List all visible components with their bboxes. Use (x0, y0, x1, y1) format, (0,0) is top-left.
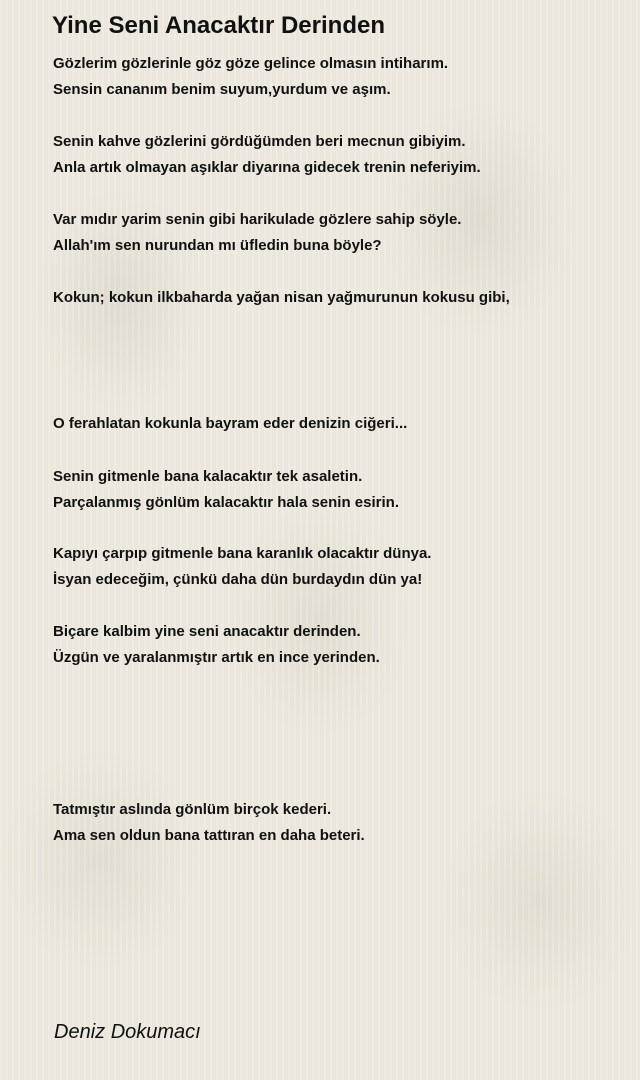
poem-line: Gözlerim gözlerinle göz göze gelince olmasın intiharım. (53, 55, 449, 72)
poem-line: Kokun; kokun ilkbaharda yağan nisan yağmurunun kokusu gibi, (53, 289, 510, 306)
poem-line: Anla artık olmayan aşıklar diyarına gidecek trenin neferiyim. (53, 159, 481, 176)
stanza-2 (53, 129, 481, 181)
poem-line: Senin gitmenle bana kalacaktır tek asaletin. (53, 468, 363, 485)
poem-line: Üzgün ve yaralanmıştır artık en ince yerinden. (53, 649, 380, 666)
poem-line: O ferahlatan kokunla bayram eder denizin ciğeri... (53, 415, 408, 432)
stanza-4 (53, 285, 510, 311)
stanza-3 (53, 207, 461, 259)
poem-line: Var mıdır yarim senin gibi harikulade gözlere sahip söyle. (53, 211, 462, 228)
poem-line: İsyan edeceğim, çünkü daha dün burdaydın dün ya! (53, 571, 423, 588)
stanza-7 (53, 541, 431, 593)
poem-line: Parçalanmış gönlüm kalacaktır hala senin esirin. (53, 494, 399, 511)
poem-line: Ama sen oldun bana tattıran en daha beteri. (53, 827, 365, 844)
stanza-9 (53, 797, 365, 849)
poem-line: Sensin cananım benim suyum,yurdum ve aşım. (53, 81, 391, 98)
stanza-1 (53, 51, 448, 103)
poem-line: Kapıyı çarpıp gitmenle bana karanlık olacaktır dünya. (53, 545, 432, 562)
poem-line: Allah'ım sen nurundan mı üfledin buna böyle? (53, 237, 382, 254)
stanza-5 (53, 411, 407, 437)
stanza-6 (53, 464, 399, 516)
poem-line: Senin kahve gözlerini gördüğümden beri mecnun gibiyim. (53, 133, 466, 150)
author-name: Deniz Dokumacı (54, 1021, 201, 1043)
poem-line: Tatmıştır aslında gönlüm birçok kederi. (53, 801, 332, 818)
stanza-8 (53, 619, 380, 671)
poem-title: Yine Seni Anacaktır Derinden (52, 12, 385, 39)
poem-line: Biçare kalbim yine seni anacaktır derinden. (53, 623, 361, 640)
